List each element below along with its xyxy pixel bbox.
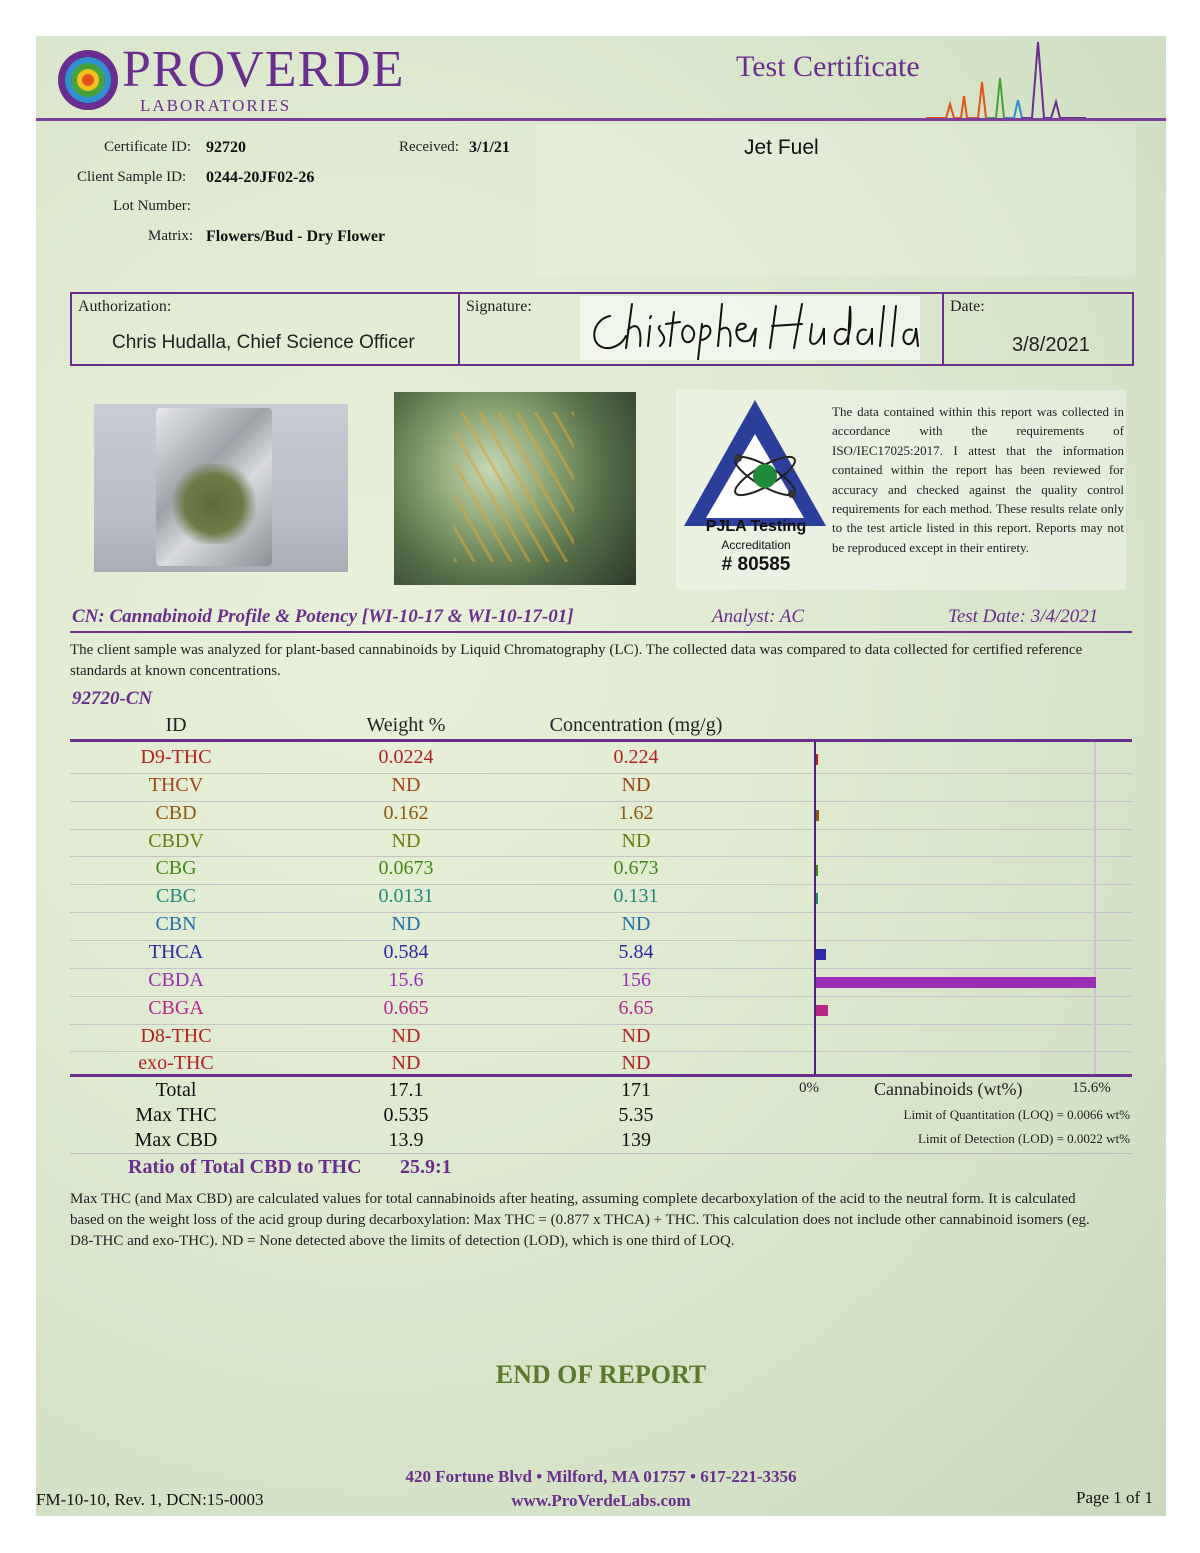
total-concentration: 139 [621, 1129, 651, 1151]
date-cell [944, 294, 1130, 364]
chart-bar-cbda [816, 977, 1096, 988]
row-weight: 0.0131 [378, 885, 434, 908]
section-rule [70, 631, 1132, 633]
signature-cell [460, 294, 944, 364]
total-weight: 13.9 [388, 1129, 424, 1151]
logo-subtext: LABORATORIES [140, 96, 292, 115]
chart-y-axis [814, 742, 816, 1074]
row-id: exo-THC [138, 1052, 214, 1075]
row-concentration: ND [621, 1052, 651, 1075]
row-weight: 0.162 [383, 801, 429, 824]
matrix-label: Matrix: [148, 228, 193, 244]
row-id: CBGA [148, 996, 204, 1019]
total-label: Total [155, 1079, 197, 1101]
certificate-id-value: 92720 [206, 139, 246, 156]
lot-number-label: Lot Number: [113, 198, 191, 214]
total-label: Max THC [135, 1104, 217, 1126]
row-id: THCA [148, 940, 204, 963]
row-id: CBN [155, 913, 197, 936]
row-concentration: 0.131 [613, 885, 659, 908]
pjla-subtitle: Accreditation [721, 538, 791, 552]
row-weight: 0.0673 [378, 857, 434, 880]
chart-bar-cbga [816, 1005, 828, 1016]
logo [54, 42, 454, 118]
totals-underline [70, 1153, 1132, 1154]
row-weight: ND [391, 829, 421, 852]
row-weight: ND [391, 773, 421, 796]
method-description: The client sample was analyzed for plant-based cannabinoids by Liquid Chromatography (LC). The collected data was compared to data collected for certified reference standards at known concentrations. [70, 642, 1083, 679]
table-bottom-rule [70, 1074, 1132, 1077]
doc-title: Test Certificate [736, 50, 920, 83]
loq-text: Limit of Quantitation (LOQ) = 0.0066 wt% [903, 1107, 1130, 1122]
header-rule [36, 118, 1166, 121]
footer-address: 420 Fortune Blvd • Milford, MA 01757 • 617-221-3356 [405, 1467, 797, 1486]
received-label: Received: [399, 139, 459, 155]
analyst: Analyst: AC [712, 606, 805, 627]
form-id: FM-10-10, Rev. 1, DCN:15-0003 [36, 1490, 264, 1509]
row-weight: 15.6 [388, 968, 424, 991]
product-panel [536, 124, 1136, 276]
col-header-id: ID [165, 714, 187, 736]
certificate-page [36, 36, 1166, 1516]
received-value: 3/1/21 [469, 139, 510, 156]
test-date: Test Date: 3/4/2021 [948, 606, 1099, 627]
ratio-label: Ratio of Total CBD to THC [128, 1156, 362, 1178]
lod-text: Limit of Detection (LOD) = 0.0022 wt% [917, 1131, 1130, 1146]
row-weight: ND [391, 1024, 421, 1047]
date-value: 3/8/2021 [1012, 334, 1090, 356]
accreditation-box [676, 390, 1126, 590]
total-concentration: 5.35 [618, 1104, 654, 1126]
total-weight: 0.535 [383, 1104, 429, 1126]
accreditation-statement: The data contained within this report was collected in accordance with the requirements of ISO/IEC17025:2017. I attest that the information contained within the report has been reviewed for accuracy and checked against the quality control requirements for each method. These results relate only to the test article listed in this report. Reports may not be reproduced except in their entirety. [832, 404, 1124, 555]
row-concentration: ND [621, 829, 651, 852]
pjla-title: PJLA Testing [705, 518, 807, 535]
signature-image [580, 296, 920, 360]
col-header-concentration: Concentration (mg/g) [549, 714, 723, 736]
end-of-report: END OF REPORT [495, 1360, 707, 1389]
matrix-value: Flowers/Bud - Dry Flower [206, 228, 386, 245]
row-id: THCV [148, 773, 204, 796]
table-top-rule [70, 739, 1132, 742]
row-concentration: 156 [621, 968, 651, 991]
row-weight: 0.665 [383, 996, 429, 1019]
chart-axis-min: 0% [799, 1080, 819, 1096]
authorization-box [70, 292, 1134, 366]
total-concentration: 171 [621, 1079, 651, 1101]
row-weight: ND [391, 913, 421, 936]
total-label: Max CBD [134, 1129, 218, 1151]
client-sample-id-value: 0244-20JF02-26 [206, 169, 315, 186]
row-concentration: 0.673 [613, 857, 659, 880]
row-id: CBG [155, 857, 197, 880]
row-weight: 0.584 [383, 940, 429, 963]
chart-max-line [1094, 742, 1096, 1074]
pjla-number: # 80585 [721, 554, 791, 575]
logo-swirl-icon [56, 48, 120, 112]
row-concentration: ND [621, 913, 651, 936]
chart-bar-thca [816, 949, 826, 960]
page-number: Page 1 of 1 [1076, 1488, 1153, 1507]
product-name: Jet Fuel [744, 136, 819, 159]
calculation-notes: Max THC (and Max CBD) are calculated values for total cannabinoids after heating, assuming complete decarboxylation of the acid to the neutral form. It is calculated based on the weight loss of the acid group during decarboxylation: Max THC = (0.877 x THCA) + THC. This calculation does not include other cannabinoid isomers (eg. D8-THC and exo-THC). ND = None detected above the limits of detection (LOD), which is one third of LOQ. [70, 1191, 1090, 1249]
row-concentration: 6.65 [618, 996, 654, 1019]
row-concentration: ND [621, 1024, 651, 1047]
footer-website: www.ProVerdeLabs.com [511, 1491, 691, 1510]
section-title: CN: Cannabinoid Profile & Potency [WI-10-17 & WI-10-17-01] [72, 606, 574, 627]
sample-code: 92720-CN [72, 688, 153, 709]
row-weight: 0.0224 [378, 746, 434, 768]
client-sample-id-label: Client Sample ID: [77, 169, 187, 185]
authorization-label: Authorization: [78, 298, 172, 315]
date-label: Date: [950, 298, 985, 315]
chromatogram-icon [926, 40, 1116, 120]
chart-bar-cbc [816, 893, 818, 904]
row-id: CBDV [148, 829, 204, 852]
sample-bag-photo [94, 404, 348, 572]
chart-bar-cbg [816, 865, 818, 876]
signature-label: Signature: [466, 298, 532, 315]
row-id: CBD [155, 801, 197, 824]
row-id: CBDA [148, 968, 204, 991]
chart-bar-d9-thc [816, 754, 818, 765]
ratio-value: 25.9:1 [400, 1156, 452, 1178]
chart-axis-label: Cannabinoids (wt%) [874, 1079, 1023, 1099]
row-weight: ND [391, 1052, 421, 1075]
row-id: CBC [155, 885, 197, 908]
authorization-name: Chris Hudalla, Chief Science Officer [112, 332, 415, 353]
flower-closeup-photo [394, 392, 636, 585]
total-weight: 17.1 [388, 1079, 424, 1101]
chart-axis-max: 15.6% [1072, 1080, 1111, 1096]
authorization-cell [72, 294, 460, 364]
logo-text: PROVERDE [122, 41, 405, 98]
certificate-id-label: Certificate ID: [104, 139, 192, 155]
chart-bar-cbd [816, 810, 819, 821]
row-concentration: 0.224 [613, 746, 659, 768]
row-concentration: 5.84 [618, 940, 654, 963]
row-concentration: 1.62 [618, 801, 654, 824]
row-id: D9-THC [140, 746, 212, 768]
row-concentration: ND [621, 773, 651, 796]
col-header-weight: Weight % [366, 714, 446, 736]
row-id: D8-THC [140, 1024, 212, 1047]
